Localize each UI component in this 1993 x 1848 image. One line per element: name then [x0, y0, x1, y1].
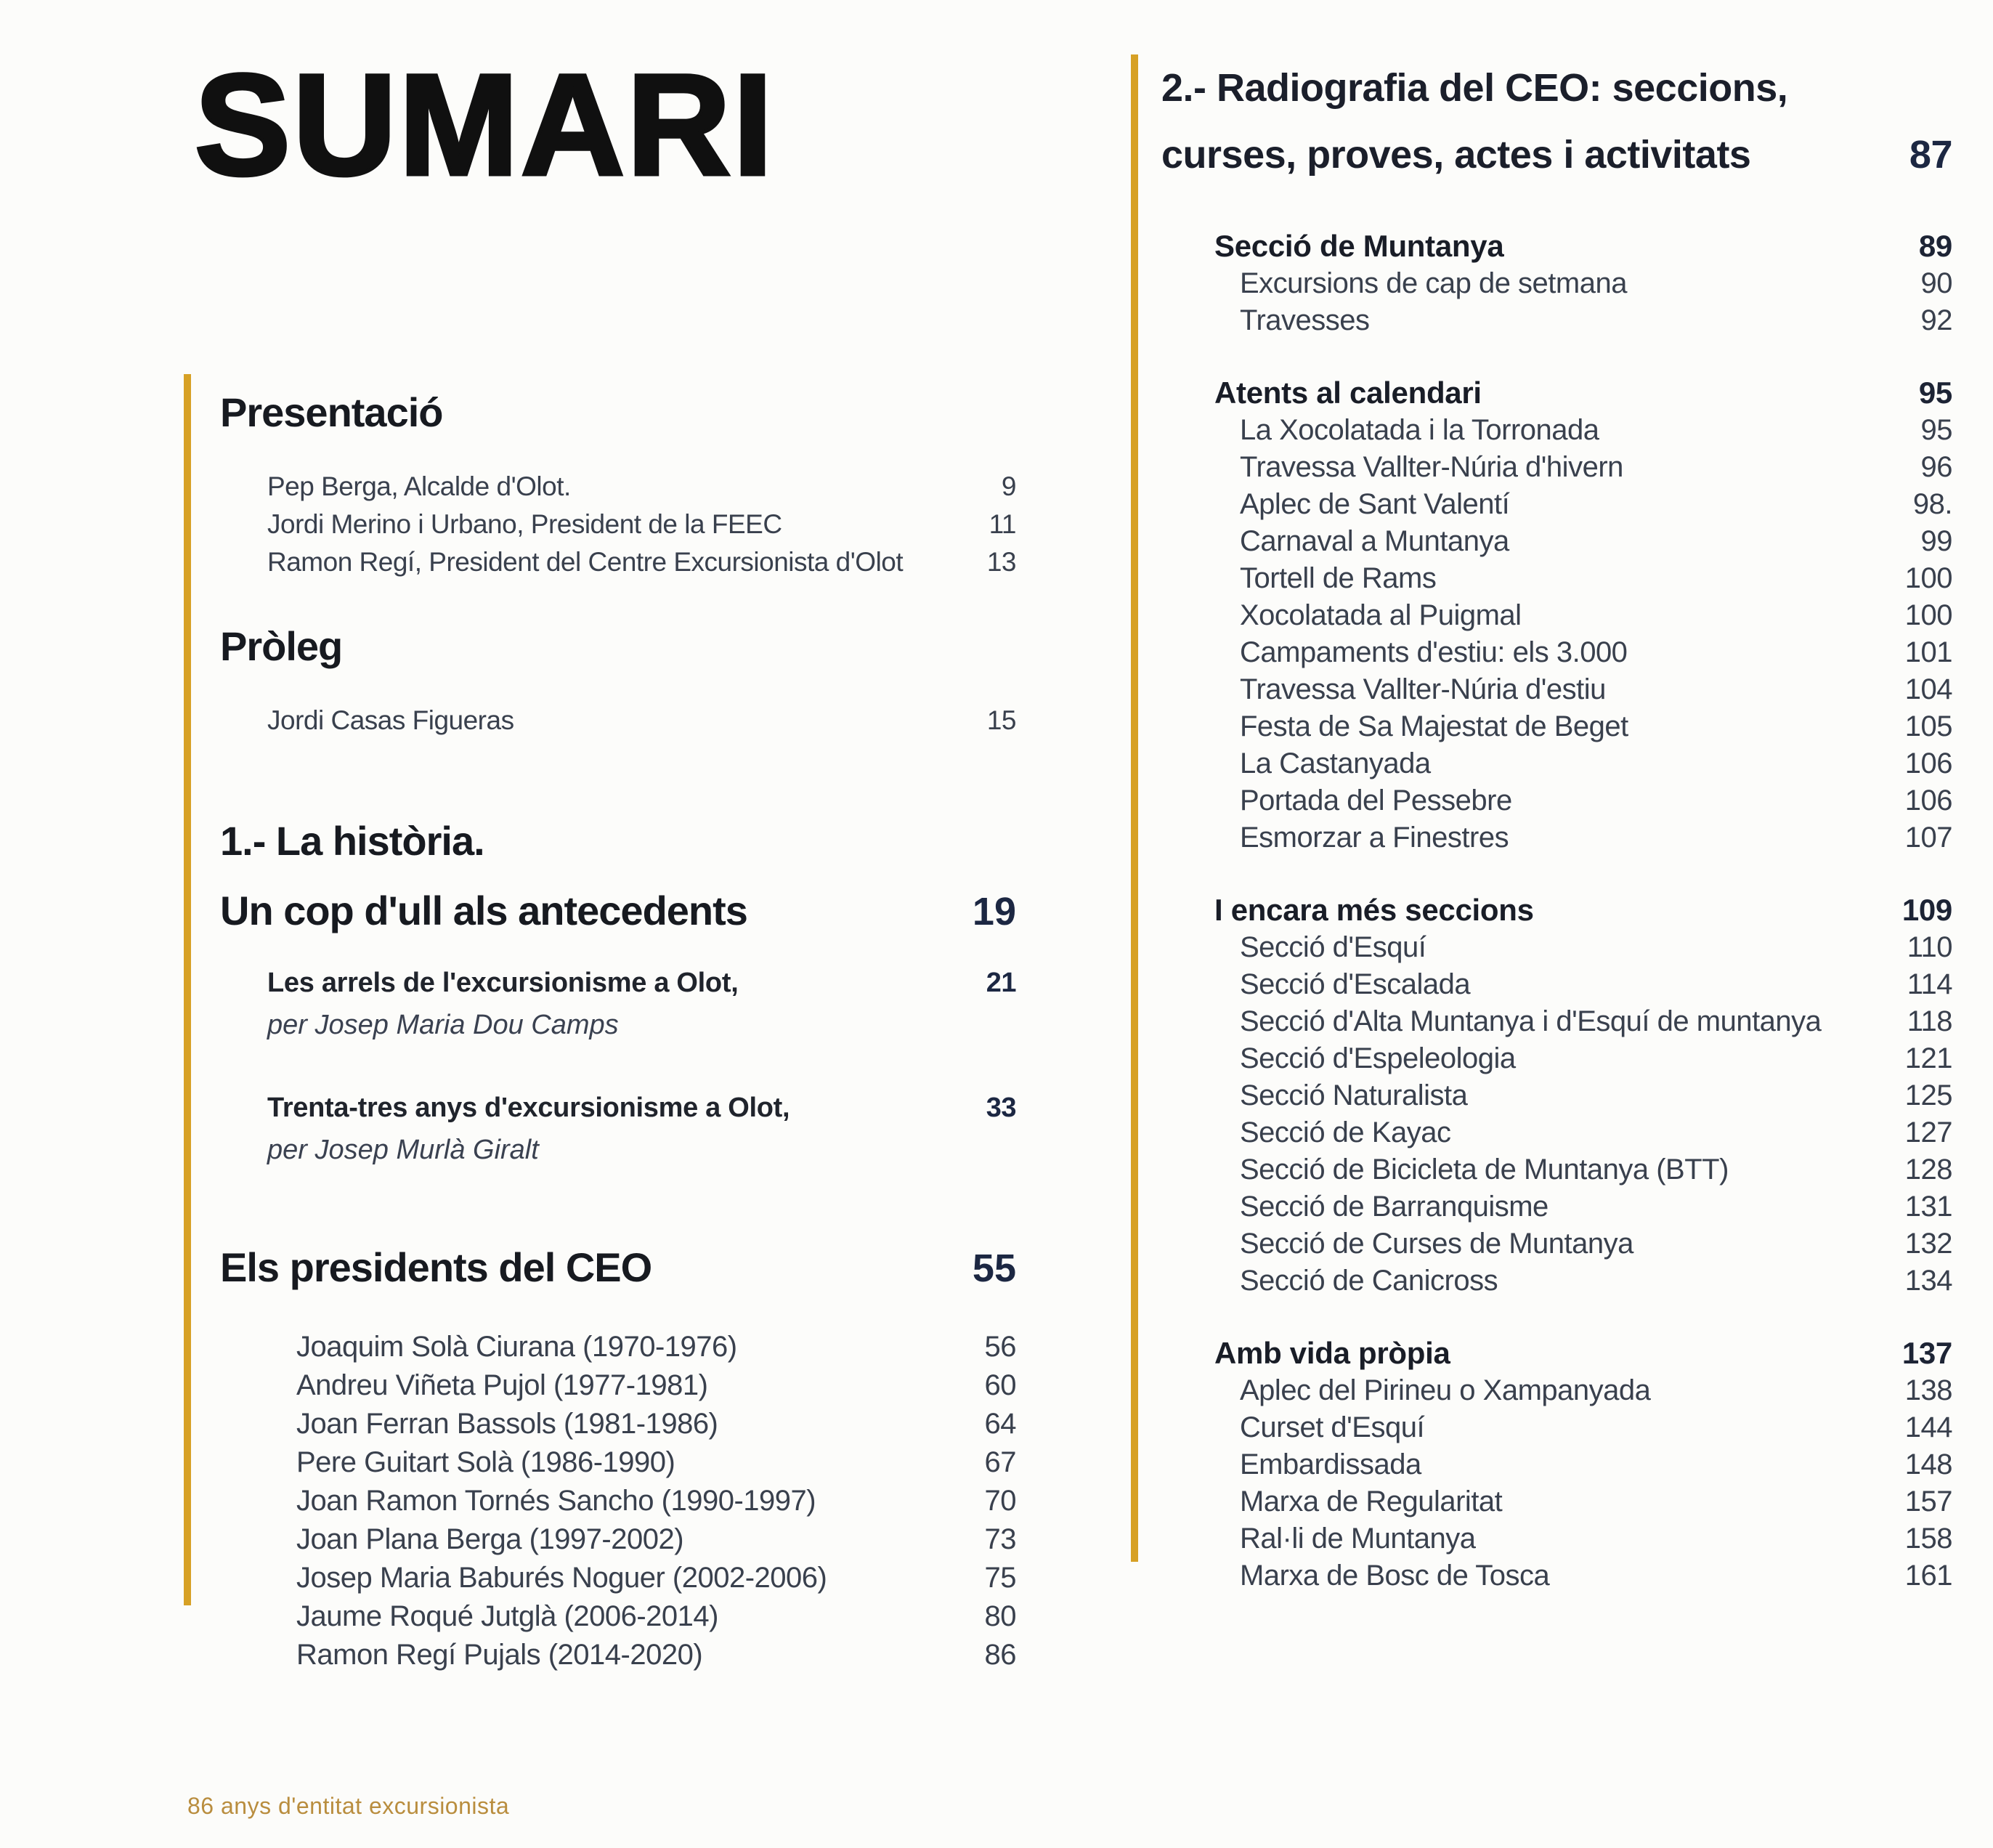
toc-row-label: Andreu Viñeta Pujol (1977-1981): [296, 1369, 708, 1401]
toc-row-page: 157: [1904, 1486, 1952, 1517]
toc-row-label: Carnaval a Muntanya: [1240, 525, 1509, 557]
toc-row-label: Secció d'Alta Muntanya i d'Esquí de muntanya: [1240, 1005, 1822, 1037]
toc-row: [296, 1520, 1016, 1559]
entry-list: [1161, 1372, 1952, 1594]
toc-row-page: 107: [1904, 822, 1952, 854]
toc-row: [267, 702, 1016, 739]
toc-row-page: 80: [984, 1600, 1016, 1632]
toc-row: [296, 1405, 1016, 1443]
toc-row-page: 118: [1907, 1005, 1952, 1037]
toc-row: [267, 543, 1016, 581]
toc-row-page: 64: [984, 1408, 1016, 1440]
toc-row-page: 100: [1904, 599, 1952, 631]
toc-row-label: Ramon Regí Pujals (2014-2020): [296, 1639, 703, 1671]
group-heading-label: I encara més seccions: [1214, 893, 1534, 927]
toc-row: [1240, 523, 1952, 560]
toc-row-page: 98.: [1912, 488, 1952, 520]
section-heading-line2: [1161, 121, 1952, 188]
toc-row-page: 148: [1904, 1448, 1952, 1480]
toc-row: [1240, 302, 1952, 339]
toc-row-label: Jordi Merino i Urbano, President de la FEEC: [267, 509, 782, 539]
toc-row-page: 121: [1904, 1042, 1952, 1074]
section-heading-line1: [220, 806, 1016, 876]
toc-row: [1240, 1263, 1952, 1300]
section-heading-page: 87: [1909, 133, 1952, 177]
group-heading: [1161, 891, 1952, 929]
group-heading: [1161, 227, 1952, 265]
group-atents-al-calendari: [1161, 374, 1952, 856]
toc-row-label: Ral·li de Muntanya: [1240, 1523, 1476, 1555]
entry-list: [1161, 265, 1952, 339]
toc-row-label: Secció d'Espeleologia: [1240, 1042, 1516, 1074]
toc-row-page: 101: [1904, 636, 1952, 668]
toc-row-page: 9: [1001, 471, 1016, 501]
toc-row: [296, 1636, 1016, 1674]
entry-list: [1161, 412, 1952, 856]
toc-row-page: 106: [1904, 785, 1952, 816]
toc-row-page: 158: [1904, 1523, 1952, 1555]
toc-row: [1240, 1114, 1952, 1151]
section-heading-label: Un cop d'ull als antecedents: [220, 888, 747, 933]
accent-bar-left: [184, 374, 191, 1605]
toc-row: [1240, 449, 1952, 486]
toc-row-page: 105: [1904, 710, 1952, 742]
section-heading-label: curses, proves, actes i activitats: [1161, 133, 1751, 177]
toc-row: [1240, 597, 1952, 634]
entry-list: [220, 702, 1016, 739]
group-heading-label: Secció de Muntanya: [1214, 229, 1504, 263]
toc-row: [296, 1443, 1016, 1482]
toc-row: [1240, 1225, 1952, 1263]
toc-row: [1240, 1372, 1952, 1409]
group-heading-page: 109: [1901, 893, 1952, 927]
toc-row: [1240, 1077, 1952, 1114]
toc-row-label: Les arrels de l'excursionisme a Olot,: [267, 968, 739, 998]
toc-row: [296, 1559, 1016, 1597]
toc-row-label: Festa de Sa Majestat de Beget: [1240, 710, 1628, 742]
group-heading-page: 89: [1918, 229, 1952, 263]
group-seccio-de-muntanya: [1161, 227, 1952, 339]
toc-row-page: 67: [984, 1446, 1016, 1478]
toc-row-label: Tortell de Rams: [1240, 562, 1437, 594]
toc-row-label: Travessa Vallter-Núria d'hivern: [1240, 451, 1623, 483]
toc-row: [1240, 1483, 1952, 1520]
group-heading: [1161, 374, 1952, 412]
toc-row: [267, 1089, 1016, 1127]
toc-row-page: 60: [984, 1369, 1016, 1401]
toc-row: [1240, 486, 1952, 523]
toc-row: [296, 1482, 1016, 1520]
section-heading-label: Presentació: [220, 389, 443, 435]
accent-bar-right: [1131, 54, 1138, 1562]
section-proleg: [220, 612, 1016, 739]
group-i-encara-mes-seccions: [1161, 891, 1952, 1300]
toc-row-page: 92: [1920, 304, 1952, 336]
toc-row-page: 95: [1920, 414, 1952, 446]
toc-row-page: 75: [984, 1562, 1016, 1594]
toc-row-label: Campaments d'estiu: els 3.000: [1240, 636, 1628, 668]
toc-row-page: 132: [1904, 1228, 1952, 1260]
page-title: SUMARI: [195, 44, 775, 205]
toc-row: [1240, 966, 1952, 1003]
page-footer: 86 anys d'entitat excursionista: [187, 1793, 510, 1819]
toc-row-page: 86: [984, 1639, 1016, 1671]
toc-row-label: Pere Guitart Solà (1986-1990): [296, 1446, 675, 1478]
toc-row-label: Pep Berga, Alcalde d'Olot.: [267, 471, 571, 501]
section-heading-page: 55: [972, 1247, 1016, 1290]
toc-row: [1240, 1040, 1952, 1077]
group-heading-page: 95: [1918, 376, 1952, 410]
toc-row-label: Marxa de Bosc de Tosca: [1240, 1560, 1550, 1592]
entry-list: [220, 1328, 1016, 1674]
group-heading-label: Amb vida pròpia: [1214, 1336, 1450, 1370]
toc-row-byline: per Josep Maria Dou Camps: [267, 1010, 619, 1040]
toc-row-label: Joaquim Solà Ciurana (1970-1976): [296, 1331, 737, 1363]
toc-row-label: Curset d'Esquí: [1240, 1411, 1425, 1443]
toc-column-left: [220, 378, 1016, 1674]
toc-row: [1240, 634, 1952, 671]
section-heading-label: Pròleg: [220, 623, 343, 669]
toc-row-label: Marxa de Regularitat: [1240, 1486, 1503, 1517]
toc-row-page: 110: [1907, 931, 1952, 963]
toc-row-page: 114: [1907, 968, 1952, 1000]
group-heading-page: 137: [1901, 1336, 1952, 1370]
toc-row-label: La Xocolatada i la Torronada: [1240, 414, 1599, 446]
section-heading-label: 2.- Radiografia del CEO: seccions,: [1161, 66, 1788, 110]
toc-row-label: Joan Ferran Bassols (1981-1986): [296, 1408, 718, 1440]
entry-list: [220, 964, 1016, 1169]
toc-row-page: 96: [1920, 451, 1952, 483]
toc-row: [1240, 1557, 1952, 1594]
toc-row-label: Esmorzar a Finestres: [1240, 822, 1509, 854]
toc-row-label: Xocolatada al Puigmal: [1240, 599, 1522, 631]
toc-row: [1240, 1003, 1952, 1040]
toc-row: [1240, 819, 1952, 856]
toc-row-label: Secció de Kayac: [1240, 1116, 1451, 1148]
toc-row-page: 33: [986, 1093, 1016, 1123]
toc-row: [1240, 745, 1952, 782]
toc-row-label: Aplec de Sant Valentí: [1240, 488, 1510, 520]
toc-row: [1240, 1520, 1952, 1557]
section-presentacio: [220, 378, 1016, 581]
toc-row-label: Jaume Roqué Jutglà (2006-2014): [296, 1600, 718, 1632]
toc-row-byline: per Josep Murlà Giralt: [267, 1135, 539, 1165]
toc-row: [1240, 1409, 1952, 1446]
toc-row-label: Trenta-tres anys d'excursionisme a Olot,: [267, 1093, 790, 1123]
toc-row: [1240, 708, 1952, 745]
toc-row-label: La Castanyada: [1240, 747, 1431, 779]
toc-row-label: Jordi Casas Figueras: [267, 705, 514, 735]
section-heading-label: Els presidents del CEO: [220, 1244, 652, 1290]
toc-row-label: Secció d'Escalada: [1240, 968, 1471, 1000]
group-heading: [1161, 1334, 1952, 1372]
toc-column-right: [1161, 54, 1952, 1594]
toc-row-page: 13: [986, 547, 1016, 577]
toc-row-page: 128: [1904, 1154, 1952, 1186]
toc-row-page: 127: [1904, 1116, 1952, 1148]
toc-row-page: 104: [1904, 673, 1952, 705]
entry-list: [1161, 929, 1952, 1300]
section-heading-page: 19: [972, 890, 1016, 933]
toc-row-label: Secció d'Esquí: [1240, 931, 1426, 963]
toc-row-label: Joan Plana Berga (1997-2002): [296, 1523, 684, 1555]
toc-row-page: 56: [984, 1331, 1016, 1363]
toc-row: [296, 1328, 1016, 1366]
toc-row-page: 161: [1904, 1560, 1952, 1592]
entry-list: [220, 468, 1016, 581]
toc-row-label: Secció Naturalista: [1240, 1079, 1468, 1111]
toc-row-label: Portada del Pessebre: [1240, 785, 1512, 816]
section-presidents: [220, 1233, 1016, 1674]
toc-row-label: Joan Ramon Tornés Sancho (1990-1997): [296, 1485, 816, 1517]
toc-row-page: 131: [1904, 1191, 1952, 1223]
group-amb-vida-propia: [1161, 1334, 1952, 1594]
section-historia: [220, 806, 1016, 1169]
toc-row-page: 15: [986, 705, 1016, 735]
toc-row-page: 11: [989, 509, 1016, 539]
toc-row-label: Travessa Vallter-Núria d'estiu: [1240, 673, 1606, 705]
toc-row: [267, 468, 1016, 506]
toc-row-page: 73: [984, 1523, 1016, 1555]
toc-row: [1240, 560, 1952, 597]
toc-row-label: Secció de Canicross: [1240, 1265, 1498, 1297]
toc-row-label: Josep Maria Baburés Noguer (2002-2006): [296, 1562, 827, 1594]
toc-row: [1240, 671, 1952, 708]
toc-row-label: Ramon Regí, President del Centre Excursionista d'Olot: [267, 547, 904, 577]
section-heading: [220, 612, 1016, 681]
toc-row-label: Aplec del Pirineu o Xampanyada: [1240, 1374, 1651, 1406]
section-heading: [220, 1233, 1016, 1303]
toc-row-page: 106: [1904, 747, 1952, 779]
toc-row: [1240, 1151, 1952, 1188]
toc-row-label: Travesses: [1240, 304, 1370, 336]
toc-row-page: 70: [984, 1485, 1016, 1517]
toc-row: [296, 1597, 1016, 1636]
toc-row-label: Secció de Barranquisme: [1240, 1191, 1548, 1223]
toc-row: [1240, 1446, 1952, 1483]
section-heading-label: 1.- La història.: [220, 818, 484, 864]
toc-row-page: 134: [1904, 1265, 1952, 1297]
toc-row-page: 144: [1904, 1411, 1952, 1443]
section-heading: [220, 378, 1016, 447]
toc-row-label: Secció de Bicicleta de Muntanya (BTT): [1240, 1154, 1729, 1186]
toc-row: [1240, 929, 1952, 966]
group-heading-label: Atents al calendari: [1214, 376, 1482, 410]
toc-row-page: 21: [986, 968, 1016, 998]
section-heading-line2: [220, 876, 1016, 947]
section-radiografia: [1161, 54, 1952, 188]
toc-row: [1240, 412, 1952, 449]
toc-row-page: 90: [1920, 267, 1952, 299]
toc-row: [1240, 782, 1952, 819]
toc-row: [1240, 1188, 1952, 1225]
toc-row: [1240, 265, 1952, 302]
toc-row: [267, 506, 1016, 543]
toc-row-label: Embardissada: [1240, 1448, 1421, 1480]
toc-row-page: 100: [1904, 562, 1952, 594]
toc-row-label: Secció de Curses de Muntanya: [1240, 1228, 1633, 1260]
toc-row-page: 125: [1904, 1079, 1952, 1111]
toc-row-page: 138: [1904, 1374, 1952, 1406]
toc-row-page: 99: [1920, 525, 1952, 557]
toc-row: [296, 1366, 1016, 1405]
section-heading-line1: [1161, 54, 1952, 121]
toc-row-label: Excursions de cap de setmana: [1240, 267, 1627, 299]
toc-row: [267, 964, 1016, 1002]
